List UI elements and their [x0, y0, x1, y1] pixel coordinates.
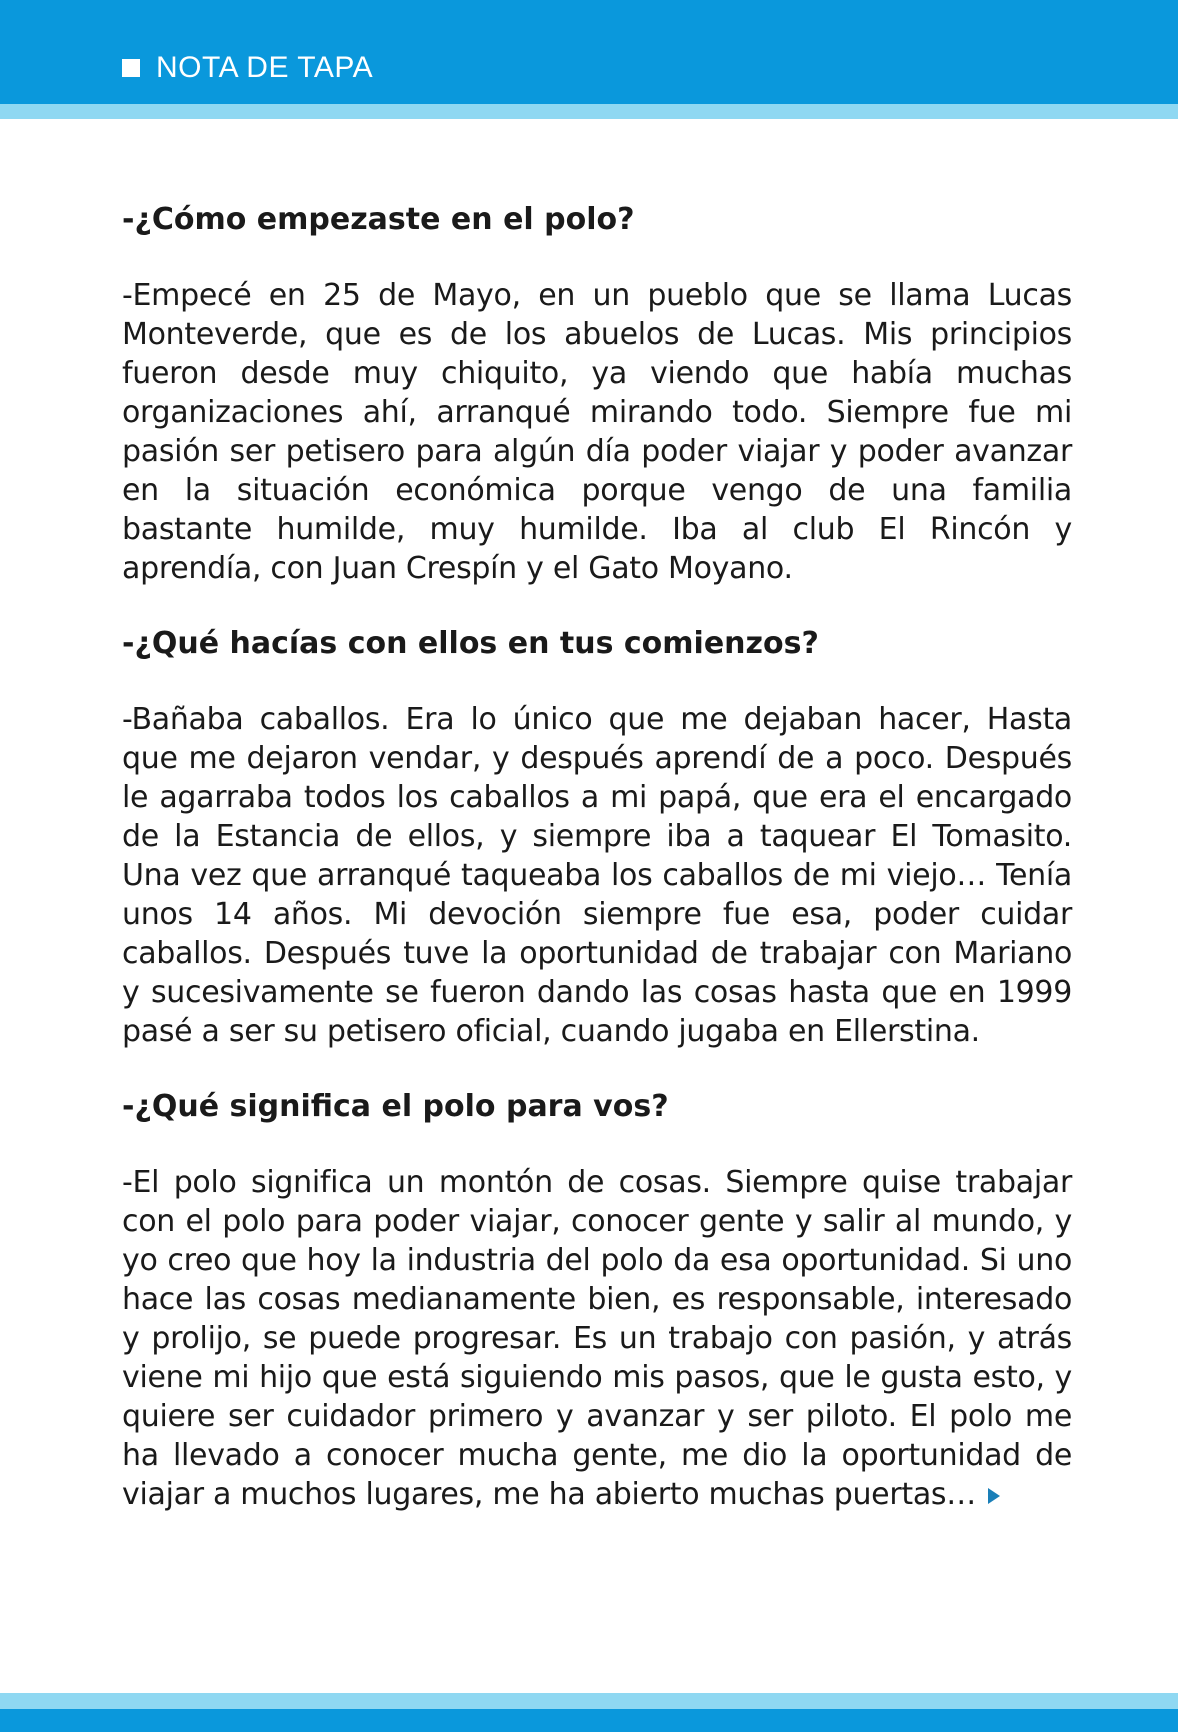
section-label: [122, 46, 373, 90]
answer-paragraph: -Bañaba caballos. Era lo único que me dejaban hacer, Hasta que me dejaron vendar, y después aprendí de a poco. Después le agarraba todos los caballos a mi papá, que era el encargado de la Estancia de ellos, y siempre iba a taquear El Tomasito. Una vez que arranqué taqueaba los caballos de mi viejo… Tenía unos 14 años. Mi devoción siempre fue esa, poder cuidar caballos. Después tuve la oportunidad de trabajar con Mariano y sucesivamente se fueron dando las cosas hasta que en 1999 pasé a ser su petisero oficial, cuando jugaba en Ellerstina.: [122, 702, 1072, 1049]
question-heading: -¿Cómo empezaste en el polo?: [122, 202, 635, 237]
header-stripe: [0, 104, 1178, 119]
answer-text: -El polo significa un montón de cosas. Siempre quise trabajar con el polo para poder viajar, conocer gente y salir al mundo, y yo creo que hoy la industria del polo da esa oportunidad. Si uno hace las cosas medianamente bien, es responsable, interesado y prolijo, se puede progresar. Es un trabajo con pasión, y atrás viene mi hijo que está siguiendo mis pasos, que le gusta esto, y quiere ser cuidador primero y avanzar y ser piloto. El polo me ha llevado a conocer mucha gente, me dio la oportunidad de viajar a muchos lugares, me ha abierto muchas puertas…: [122, 1165, 1072, 1512]
answer-paragraph-last: [122, 1163, 1072, 1514]
question-heading: -¿Qué significa el polo para vos?: [122, 1089, 669, 1124]
section-label-text: NOTA DE TAPA: [156, 51, 374, 84]
footer-band: [0, 1709, 1178, 1732]
square-icon: [122, 59, 140, 77]
footer-stripe: [0, 1693, 1178, 1709]
interview-body: [122, 200, 1072, 1550]
question-heading: -¿Qué hacías con ellos en tus comienzos?: [122, 626, 819, 661]
answer-paragraph: -Empecé en 25 de Mayo, en un pueblo que se llama Lucas Monteverde, que es de los abuelos de Lucas. Mis principios fueron desde muy chiquito, ya viendo que había muchas organizaciones ahí, arranqué mirando todo. Siempre fue mi pasión ser petisero para algún día poder viajar y poder avanzar en la situación económica porque vengo de una familia bastante humilde, muy humilde. Iba al club El Rincón y aprendía, con Juan Crespín y el Gato Moyano.: [122, 278, 1072, 586]
arrow-right-icon: [988, 1488, 1000, 1504]
